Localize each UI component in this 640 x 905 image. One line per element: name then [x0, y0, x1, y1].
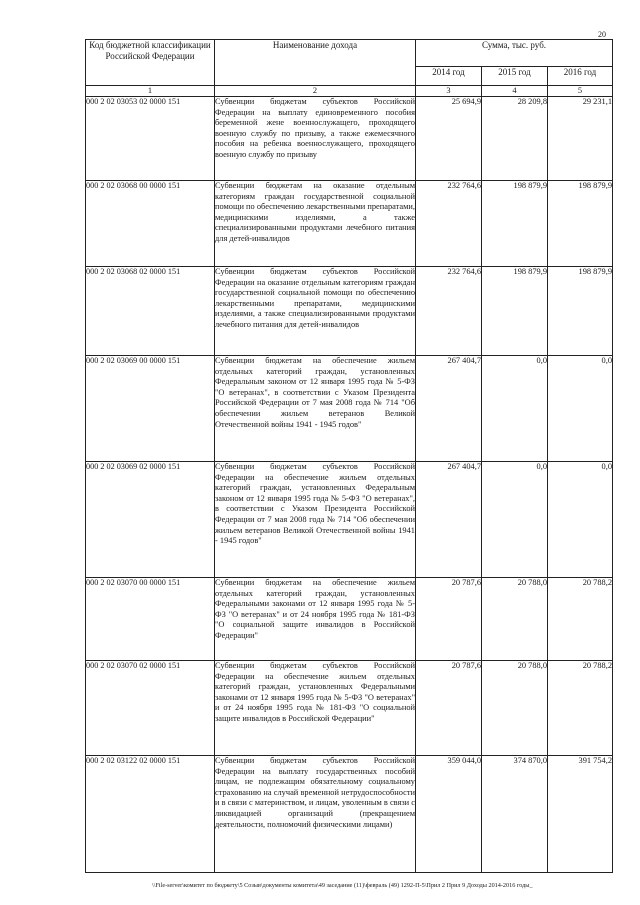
header-sum: Сумма, тыс. руб. [416, 40, 613, 67]
revenue-name: Субвенции бюджетам на обеспечение жильем отдельных категорий граждан, установленных Федеральным законом от 12 января 1995 года № 5-ФЗ "О ветеранах", в соответствии с Указом Президента Российской Федерации от 7 мая 2008 года № 714 "Об обеспечении жильем ветеранов Великой Отечественной войны 1941 - 1945 годов" [215, 356, 416, 462]
value-2015: 374 870,0 [482, 756, 548, 873]
header-year-2015: 2015 год [482, 67, 548, 86]
budget-code: 000 2 02 03068 02 0000 151 [86, 267, 215, 356]
value-2015: 198 879,9 [482, 267, 548, 356]
value-2015: 0,0 [482, 356, 548, 462]
column-number: 2 [215, 86, 416, 97]
revenue-name: Субвенции бюджетам на оказание отдельным категориям граждан государственной социальной помощи по обеспечению лекарственными препаратами, медицинскими изделиями, а также специализированными продуктами лечебного питания для детей-инвалидов [215, 181, 416, 267]
budget-code: 000 2 02 03069 02 0000 151 [86, 462, 215, 578]
value-2016: 20 788,2 [548, 578, 613, 661]
revenue-name: Субвенции бюджетам субъектов Российской Федерации на выплату единовременного пособия беременной жене военнослужащего, проходящего военную службу по призыву, а также ежемесячного пособия на ребенка военнослужащего, проходящего военную службу по призыву [215, 97, 416, 181]
revenue-name: Субвенции бюджетам субъектов Российской Федерации на оказание отдельным категориям граждан государственной социальной помощи по обеспечению лекарственными препаратами, медицинскими изделиями, а также специализированными продуктами лечебного питания для детей-инвалидов [215, 267, 416, 356]
table-row [86, 578, 613, 661]
page-number: 20 [598, 30, 606, 39]
header-year-2014: 2014 год [416, 67, 482, 86]
table-row [86, 462, 613, 578]
budget-code: 000 2 02 03053 02 0000 151 [86, 97, 215, 181]
value-2016: 198 879,9 [548, 181, 613, 267]
column-number: 1 [86, 86, 215, 97]
value-2015: 20 788,0 [482, 578, 548, 661]
revenue-name: Субвенции бюджетам субъектов Российской Федерации на обеспечение жильем отдельных категорий граждан, установленных Федеральными законами от 12 января 1995 года № 5-ФЗ "О ветеранах" и от 24 ноября 1995 года № 181-ФЗ "О социальной защите инвалидов в Российской Федерации" [215, 661, 416, 756]
column-number: 4 [482, 86, 548, 97]
revenue-table [85, 39, 613, 873]
budget-code: 000 2 02 03070 00 0000 151 [86, 578, 215, 661]
value-2016: 29 231,1 [548, 97, 613, 181]
value-2015: 198 879,9 [482, 181, 548, 267]
column-number: 5 [548, 86, 613, 97]
file-path-footer: \\File-server\комитет по бюджету\5 Созыв\документы комитета\49 заседание (11)\февраль (49) 1292-П-5\Прил 2 Прил 9 Доходы 2014-2016 годы_ [152, 882, 533, 889]
column-number: 3 [416, 86, 482, 97]
budget-code: 000 2 02 03070 02 0000 151 [86, 661, 215, 756]
value-2014: 20 787,6 [416, 661, 482, 756]
value-2015: 0,0 [482, 462, 548, 578]
revenue-name: Субвенции бюджетам на обеспечение жильем отдельных категорий граждан, установленных Федеральными законами от 12 января 1995 года № 5-ФЗ "О ветеранах" и от 24 ноября 1995 года № 181-ФЗ "О социальной защите инвалидов в Российской Федерации" [215, 578, 416, 661]
table-row [86, 756, 613, 873]
value-2014: 20 787,6 [416, 578, 482, 661]
header-year-2016: 2016 год [548, 67, 613, 86]
table-row [86, 661, 613, 756]
value-2015: 20 788,0 [482, 661, 548, 756]
value-2014: 267 404,7 [416, 462, 482, 578]
value-2015: 28 209,8 [482, 97, 548, 181]
value-2014: 232 764,6 [416, 267, 482, 356]
value-2016: 0,0 [548, 356, 613, 462]
value-2016: 0,0 [548, 462, 613, 578]
revenue-name: Субвенции бюджетам субъектов Российской Федерации на обеспечение жильем отдельных категорий граждан, установленных Федеральным законом от 12 января 1995 года № 5-ФЗ "О ветеранах", в соответствии с Указом Президента Российской Федерации от 7 мая 2008 года № 714 "Об обеспечении жильем ветеранов Великой Отечественной войны 1941 - 1945 годов" [215, 462, 416, 578]
value-2014: 267 404,7 [416, 356, 482, 462]
table-row [86, 267, 613, 356]
value-2014: 25 694,9 [416, 97, 482, 181]
table-row [86, 356, 613, 462]
table-row [86, 97, 613, 181]
table-row [86, 181, 613, 267]
header-code: Код бюджетной классификации Российской Федерации [86, 40, 215, 86]
budget-code: 000 2 02 03068 00 0000 151 [86, 181, 215, 267]
revenue-name: Субвенции бюджетам субъектов Российской Федерации на выплату государственных пособий лицам, не подлежащим обязательному социальному страхованию на случай временной нетрудоспособности и в связи с материнством, и лицам, уволенным в связи с ликвидацией организаций (прекращением деятельности, полномочий физическими лицами) [215, 756, 416, 873]
value-2016: 391 754,2 [548, 756, 613, 873]
value-2014: 232 764,6 [416, 181, 482, 267]
value-2016: 198 879,9 [548, 267, 613, 356]
value-2014: 359 044,0 [416, 756, 482, 873]
budget-code: 000 2 02 03069 00 0000 151 [86, 356, 215, 462]
budget-code: 000 2 02 03122 02 0000 151 [86, 756, 215, 873]
header-name: Наименование дохода [215, 40, 416, 86]
value-2016: 20 788,2 [548, 661, 613, 756]
